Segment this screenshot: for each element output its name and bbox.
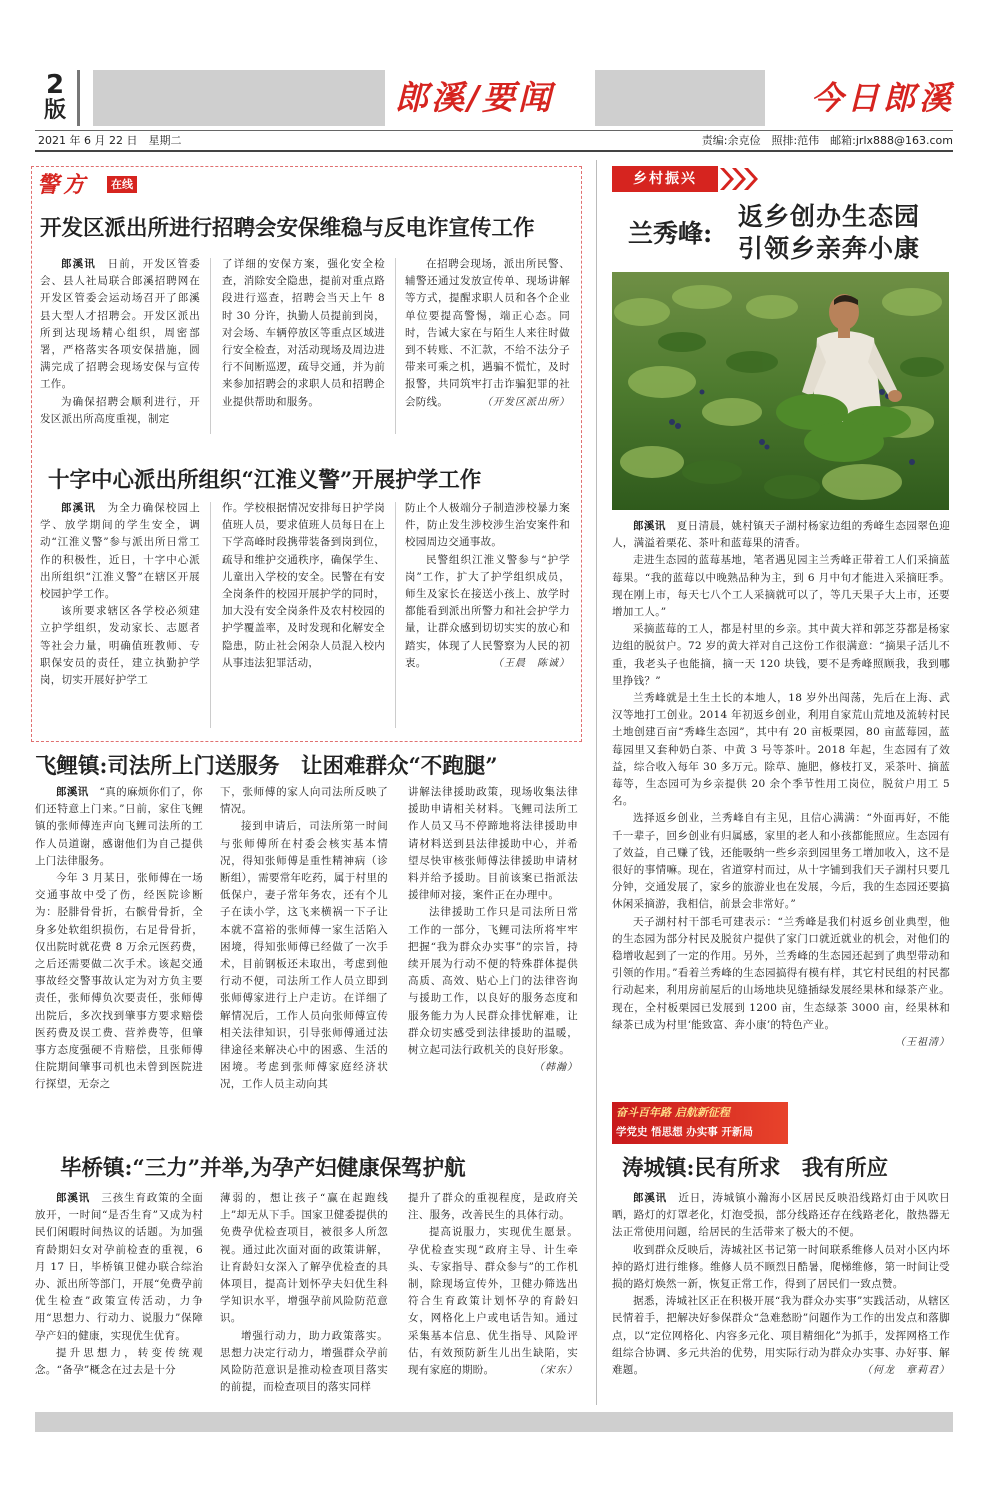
masthead-divider [77, 70, 80, 126]
article4-col2-text-b: 增强行动力，助力政策落实。思想力决定行动力，增强群众孕前风险防范意识是推动检查项目落实的前提，而检查项目的落实同样 [220, 1329, 388, 1394]
article4-col3 [408, 1190, 578, 1379]
article1-col1-text-b: 为确保招聘会顺利进行，开发区派出所高度重视，制定 [40, 395, 200, 425]
masthead-top-rule [35, 130, 953, 131]
rural-tag-arrows-icon [718, 166, 760, 192]
article1-col1-text: 日前，开发区管委会、县人社局联合郎溪招聘网在开发区管委会运动场召开了郎溪县大型人才招聘会。开发区派出所到达现场精心组织，周密部署，严格落实各项安保措施，圆满完成了招聘会现场安保与宣传工作。 [40, 258, 200, 391]
article2-divider-1 [210, 502, 211, 728]
article2-col3-text: 防止个人极端分子制造涉校暴力案件，防止发生涉校涉生治安案件和校园周边交通事故。 [405, 502, 570, 549]
article5-lead: 郎溪讯 [633, 1192, 668, 1204]
rural-byline: （王祖清） [895, 1037, 950, 1049]
masthead-bottom-rule [35, 150, 953, 152]
editor-credits: 责编:余克俭 照排:范伟 邮箱:jrlx888@163.com [701, 134, 953, 147]
article4-col1 [35, 1190, 203, 1379]
article1-divider-2 [395, 258, 396, 434]
paper-title: 今日郎溪 [810, 79, 955, 117]
rural-p2: 走进生态园的蓝莓基地，笔者遇见园主兰秀峰正带着工人们采摘蓝莓果。“我的蓝莓以中晚熟品种为主，到 6 月中旬才能进入采摘旺季。现在刚上市，每天七八个工人采摘就可以了，等几天果子大上市，还要增加工人。” [612, 554, 950, 619]
article3-col2-text-b: 接到申请后，司法所第一时间与张师傅所在村委会核实基本情况，得知张师傅是重性精神病（诊断组），需要常年吃药，属于村里的低保户，妻子常年务农，还有个儿子在读小学，这飞来横祸一下子让本就不富裕的张师傅一家生活陷入困境，得知张师傅已经做了一次手术，目前钢板还未取出，考虑到他行动不便，司法所工作人员立即到张师傅家进行上户走访。在详细了解情况后，工作人员向张师傅宣传相关法律知识，引导张师傅通过法律途径来解决心中的困惑、生活的困境。考虑到张师傅家庭经济状况，工作人员主动向其 [220, 820, 388, 1091]
article2-col1-text-b: 该所要求辖区各学校必须建立护学组织，发动家长、志愿者等社会力量，明确值班教师、专职保安员的责任，建立执勤护学岗，切实开展好护学工 [40, 605, 200, 687]
article5-byline: （何龙 章莉君） [862, 1365, 950, 1377]
article4-col3-text: 提升了群众的重视程度，是政府关注、服务，改善民生的具体行动。 [408, 1192, 578, 1222]
article2-divider-2 [395, 502, 396, 728]
article5-p2: 收到群众反映后，涛城社区书记第一时间联系维修人员对小区内坏掉的路灯进行维修。维修人员不顾烈日酷暑，爬梯维修，第一时间让受损的路灯焕然一新，恢复正常工作，得到了居民们一致点赞。 [612, 1243, 950, 1291]
rural-title-line2: 引领乡亲奔小康 [738, 234, 921, 263]
article3-col1-text: “真的麻烦你们了，你们还特意上门来。”日前，家住飞鲤镇的张师傅连声向飞鲤司法所的工作人员道谢，感谢他们为自己提供上门法律服务。 [35, 786, 203, 867]
article1-divider-1 [210, 258, 211, 434]
article5-p3: 据悉，涛城社区正在积极开展“我为群众办实事”实践活动，从辖区民情着手，把解决好参保群众“急难愁盼”问题作为工作的出发点和落脚点，以“定位网格化、内容多元化、项目精细化”为抓手，发挥网格工作组综合协调、多元共治的优势，用实际行动为群众办实事、办好事、解难题。 [612, 1295, 950, 1377]
article1-col3 [405, 256, 570, 411]
page-unit: 版 [43, 98, 66, 123]
article1-col2-text: 了详细的安保方案，强化安全检查，消除安全隐患，提前对重点路段进行巡查，招聘会当天上午 8 时 30 分许，执勤人员提前到岗，对会场、车辆停放区等重点区域进行安全检查，对活动现场及周边进行不间断巡逻，疏导交通，并为前来参加招聘会的求职人员和招聘企业提供帮助和服务。 [222, 258, 385, 408]
article4-headline: 毕桥镇:“三力”并举,为孕产妇健康保驾护航 [60, 1156, 466, 1181]
rural-lead: 郎溪讯 [633, 520, 666, 532]
rural-p5: 选择返乡创业，兰秀峰自有主见，且信心满满：“外面再好，不能千一辈子，回乡创业有归属感，家里的老人和小孩都能照应。生态园有了效益，自己赚了钱，还能吸纳一些乡亲到园里务工增加收入，这不是很好的事情嘛。现在，省道穿村而过，从十字铺到我们天子湖村只要几分钟，交通发展了，家乡的旅游业也在发展，今后，我的生态园还要搞休闲采摘游，我相信，前景会非常好。” [612, 812, 950, 911]
farmer-blueberry-photo [612, 272, 949, 510]
article1-col1 [40, 256, 200, 428]
police-logo [33, 170, 145, 200]
article1-byline: （开发区派出所） [482, 396, 570, 408]
article2-col1-text: 为全力确保校园上学、放学期间的学生安全，调动“江淮义警”参与派出所日常工作的积极性，近日，十字中心派出所组织“江淮义警”在辖区开展校园护学工作。 [40, 502, 200, 601]
masthead-gray-block-left [93, 70, 385, 126]
section-title: 郎溪/要闻 [395, 78, 555, 117]
rural-title-prefix: 兰秀峰: [628, 219, 713, 248]
article3-col1-text-b: 今年 3 月某日，张师傅在一场交通事故中受了伤，经医院诊断为：胫腓骨骨折，右髌骨骨折，全身多处软组织损伤，右足骨骨折，仅出院时就花费 8 万余元医药费，之后还需要做二次手术。该起交通事故经交警事故认定为对方负主要责任，张师傅负次要责任，张师傅出院后，多次找到肇事方要求赔偿医药费及误工费、营养费等，但肇事方态度强硬不肯赔偿，且张师傅住院期间肇事司机也未曾到医院进行探望，无奈之 [35, 872, 203, 1091]
article2-col2 [222, 500, 385, 672]
rural-p6: 天子湖村村干部毛可建表示：“兰秀峰是我们村返乡创业典型，他的生态园为部分村民及脱贫户提供了家门口就近就业的机会，对他们的稳增收起到了一定的作用。另外，兰秀峰的生态园还起到了典型带动和引领的作用。”看着兰秀峰的生态园搞得有模有样，其它村民组的村民都行动起来，利用房前屋后的山场地块见缝插绿发展经果林和绿茶产业。现在，全村板栗园已发展到 1200 亩，生态绿茶 3000 亩，经果林和绿茶已成为村里‘能致富、奔小康’的特色产业。 [612, 915, 950, 1031]
rural-tag: 乡村振兴 [612, 166, 718, 192]
police-logo-text: 警方 [37, 172, 90, 198]
article3-headline: 飞鲤镇:司法所上门送服务 让困难群众“不跑腿” [35, 754, 498, 779]
article2-byline: （王晨 陈诚） [493, 658, 570, 670]
article3-col2 [220, 784, 388, 1094]
right-column-divider [596, 160, 597, 1405]
article4-col2-text: 薄弱的，想让孩子“赢在起跑线上”却无从下手。国家卫健委提供的免费孕优检查项目，被很多人所忽视。通过此次面对面的政策讲解，让育龄妇女深入了解孕优检查的具体项目，提高计划怀孕夫妇优生科学知识水平，增强孕前风险防范意识。 [220, 1192, 388, 1325]
article4-lead: 郎溪讯 [56, 1192, 91, 1204]
article2-col1 [40, 500, 200, 689]
article5-body [612, 1190, 950, 1379]
article1-lead: 郎溪讯 [61, 258, 96, 270]
article4-col3-text-b: 提高说服力，实现优生愿景。孕优检查实现“政府主导、计生牵头、专家指导、群众参与”的工作机制，除现场宣传外，卫健办筛选出符合生育政策计划怀孕的育龄妇女，网格化上户或电话告知。通过采集基本信息、优生指导、风险评估，有效预防新生儿出生缺陷，实现有家庭的期盼。 [408, 1226, 578, 1377]
article1-headline: 开发区派出所进行招聘会安保维稳与反电诈宣传工作 [40, 216, 535, 241]
article2-headline: 十字中心派出所组织“江淮义警”开展护学工作 [48, 468, 482, 493]
article1-col2 [222, 256, 385, 411]
banner-line1: 奋斗百年路 启航新征程 [616, 1106, 730, 1119]
rural-p3: 采摘蓝莓的工人，都是村里的乡亲。其中黄大祥和郭芝芬都是杨家边组的脱贫户。72 岁的黄大祥对自己这份工作很满意：“摘果子活儿不重，我老头子也能摘，摘一天 120 块钱，要不是秀峰照顾我，我到哪里挣钱？” [612, 623, 950, 687]
article3-col3-text-b: 法律援助工作只是司法所日常工作的一部分，飞鲤司法所将牢牢把握“我为群众办实事”的宗旨，持续开展为行动不便的特殊群体提供高质、高效、贴心上门的法律咨询与援助工作，以良好的服务态度和服务能力为人民群众排忧解难，让群众切实感受到法律援助的温暖，树立起司法行政机关的良好形象。 [408, 906, 578, 1057]
article4-col1-text: 三孩生育政策的全面放开，一时间“是否生育”又成为村民们闲暇时间热议的话题。为加强育龄期妇女对孕前检查的重视，6 月 17 日，毕桥镇卫健办联合综治办、派出所等部门，开展“免费孕前优生检查”政策宣传活动，力争用“思想力、行动力、说服力”保障孕产妇的健康，实现优生优育。 [35, 1192, 203, 1342]
rural-p1: 夏日清晨，姚村镇天子湖村杨家边组的秀峰生态园翠色迎人，满溢着栗花、茶叶和蓝莓果的清香。 [612, 520, 950, 550]
article3-byline: （韩瀚） [534, 1062, 578, 1074]
article3-col2-text: 下，张师傅的家人向司法所反映了情况。 [220, 786, 388, 816]
article1-col3-text: 在招聘会现场，派出所民警、辅警还通过发放宣传单、现场讲解等方式，提醒求职人员和各个企业单位要提高警惕，端正心态。同时，告诫大家在与陌生人来往时做到不转账、不汇款，不给不法分子带来可乘之机，遇骗不慌忙，及时报警，共同筑牢打击诈骗犯罪的社会防线。 [405, 258, 570, 408]
rural-article-body [612, 518, 950, 1051]
rural-p4: 兰秀峰就是土生土长的本地人，18 岁外出闯荡，先后在上海、武汉等地打工创业。2014 年初返乡创业，利用自家荒山荒地及流转村民土地创建百亩“秀峰生态园”，其中有 20 亩板栗园，80 亩蓝莓园，蓝莓园里又套种奶白茶、中黄 3 号等茶叶。2018 年起，生态园有了效益，综合收入每年 30 多万元。除草、施肥，修枝打叉，采茶叶、摘蓝莓等，生态园可为乡亲提供 20 余个季节性用工岗位，脱贫户用工 5 名。 [612, 692, 950, 808]
article5-p1: 近日，涛城镇小瀚海小区居民反映沿线路灯由于风吹日晒，路灯的灯罩老化，灯泡受损，部分线路还存在线路老化，散热器无法正常使用问题，给居民的生活带来了极大的不便。 [612, 1192, 950, 1239]
masthead-gray-block-right [595, 70, 765, 126]
page-number: 2 [45, 70, 65, 100]
article2-col3 [405, 500, 570, 672]
banner-line2: 学党史 悟思想 办实事 开新局 [616, 1126, 753, 1138]
party-history-banner [612, 1102, 788, 1144]
article2-col3-text-b: 民警组织江淮义警参与“护学岗”工作，扩大了护学组织成员，师生及家长在接送小孩上、放学时都能看到派出所警力和社会护学力量，让群众感到切切实实的放心和踏实，体现了人民警察为人民的初衷。 [405, 553, 570, 669]
article4-col2 [220, 1190, 388, 1396]
article3-col1 [35, 784, 203, 1094]
article2-col2-text: 作。学校根据情况安排每日护学岗值班人员，要求值班人员每日在上下学高峰时段携带装备到岗到位，疏导和维护交通秩序，确保学生、儿童出入学校的安全。民警在有安全岗条件的校园开展护学的同时，加大没有安全岗条件及农村校园的护学覆盖率，及时发现和化解安全隐患，防止社会闲杂人员混入校内从事违法犯罪活动， [222, 502, 385, 669]
article4-col1-text-b: 提升思想力，转变传统观念。“备孕”概念在过去是十分 [35, 1346, 203, 1377]
footer-gray-bar [35, 1412, 953, 1432]
online-tag: 在线 [107, 176, 137, 193]
article3-col3 [408, 784, 578, 1076]
article2-lead: 郎溪讯 [61, 502, 96, 514]
article4-byline: （宋东） [534, 1365, 578, 1377]
article5-headline: 涛城镇:民有所求 我有所应 [622, 1156, 888, 1181]
issue-date: 2021 年 6 月 22 日 星期二 [38, 134, 182, 147]
article3-lead: 郎溪讯 [56, 786, 89, 798]
article3-col3-text: 讲解法律援助政策，现场收集法律援助申请相关材料。飞鲤司法所工作人员又马不停蹄地将法律援助申请材料送到县法律援助中心，并希望尽快审核张师傅法律援助申请材料并给予援助。目前该案已指派法援律师对接，案件正在办理中。 [408, 786, 578, 902]
rural-title-line1: 返乡创办生态园 [738, 202, 921, 231]
